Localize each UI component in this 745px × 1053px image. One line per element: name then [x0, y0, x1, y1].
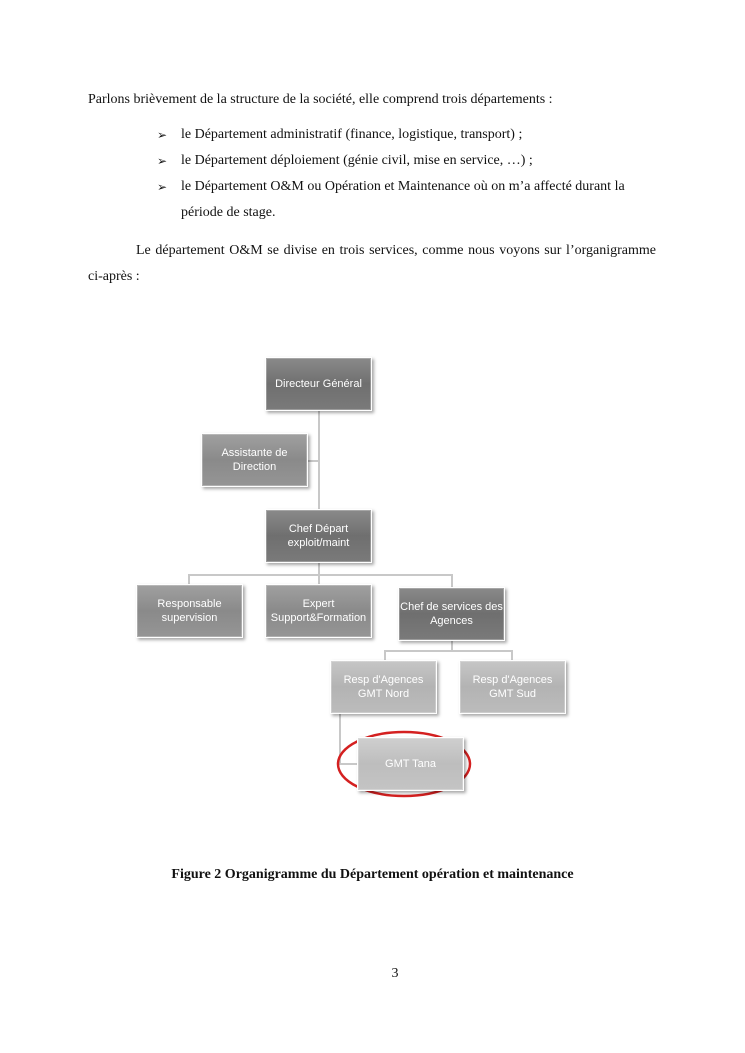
- arrow-bullet-icon: ➢: [157, 154, 168, 168]
- list-item: ➢ le Département administratif (finance, logistique, transport) ;: [157, 122, 657, 148]
- list-item: ➢ le Département O&M ou Opération et Maintenance où on m’a affecté durant la période de stage.: [157, 174, 657, 226]
- org-node-expert: Expert Support&Formation: [265, 584, 372, 638]
- org-node-assistante: Assistante de Direction: [201, 433, 308, 487]
- connector-line: [340, 714, 358, 764]
- body-paragraph: Le département O&M se divise en trois services, comme nous voyons sur l’organigramme ci-après :: [88, 243, 656, 284]
- figure-caption: Figure 2 Organigramme du Département opération et maintenance: [171, 867, 574, 882]
- arrow-bullet-icon: ➢: [157, 128, 168, 142]
- org-node-gmt-tana: GMT Tana: [357, 737, 464, 791]
- org-node-chef-depart: Chef Départ exploit/maint: [265, 509, 372, 563]
- org-node-directeur: Directeur Général: [265, 357, 372, 411]
- org-node-chef-services: Chef de services des Agences: [398, 587, 505, 641]
- list-item: ➢ le Département déploiement (génie civil, mise en service, …) ;: [157, 148, 657, 174]
- department-list: [157, 122, 657, 226]
- org-node-resp-nord: Resp d'Agences GMT Nord: [330, 660, 437, 714]
- intro-text: Parlons brièvement de la structure de la société, elle comprend trois départements :: [88, 92, 553, 107]
- org-node-resp-sud: Resp d'Agences GMT Sud: [459, 660, 566, 714]
- connector-line: [385, 651, 512, 660]
- page-number: 3: [391, 966, 399, 981]
- org-node-resp-supervision: Responsable supervision: [136, 584, 243, 638]
- arrow-bullet-icon: ➢: [157, 180, 168, 194]
